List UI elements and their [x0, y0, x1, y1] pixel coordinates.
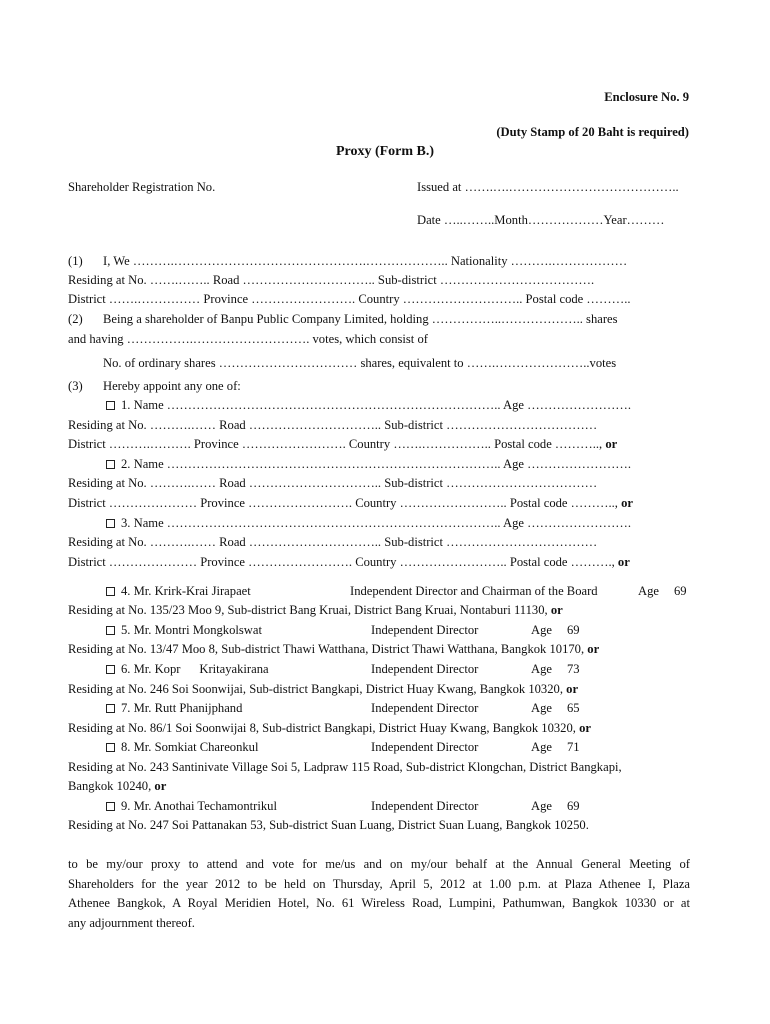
closing-line-2: Shareholders for the year 2012 to be held on Thursday, April 5, 2012 at 1.00 p.m. at Plaza Athenee I, Plaza	[68, 877, 690, 891]
proxy-3-district-field[interactable]: District ………………… Province ……………………. Country …………………….. Postal code ………., or	[68, 555, 630, 569]
proxy-1-name-field[interactable]: 1. Name …………………………………………………………………….. Age …………………….	[106, 397, 631, 413]
director-8-position: Independent Director	[371, 740, 479, 754]
director-5-checkbox[interactable]	[106, 626, 115, 635]
director-7-option[interactable]: 7. Mr. Rutt Phanijphand	[106, 700, 242, 716]
proxy-2-checkbox[interactable]	[106, 460, 115, 469]
director-8-address: Residing at No. 243 Santinivate Village Soi 5, Ladpraw 115 Road, Sub-district Klongchan, District Bangkapi,	[68, 760, 622, 774]
director-6-option[interactable]: 6. Mr. Kopr Kritayakirana	[106, 661, 269, 677]
director-4-address: Residing at No. 135/23 Moo 9, Sub-district Bang Kruai, District Bang Kruai, Nontaburi 11130, or	[68, 603, 563, 617]
director-6-age-label: Age	[531, 662, 552, 676]
proxy-3-name-field[interactable]: 3. Name …………………………………………………………………….. Age …………………….	[106, 515, 631, 531]
director-8-age: 71	[567, 740, 580, 754]
proxy-1-checkbox[interactable]	[106, 401, 115, 410]
director-7-age-label: Age	[531, 701, 552, 715]
director-7-checkbox[interactable]	[106, 704, 115, 713]
director-7-position: Independent Director	[371, 701, 479, 715]
director-5-age-label: Age	[531, 623, 552, 637]
director-9-position: Independent Director	[371, 799, 479, 813]
director-8-address-cont: Bangkok 10240, or	[68, 779, 167, 793]
director-4-position: Independent Director and Chairman of the Board	[350, 584, 598, 598]
residence-district-field[interactable]: District …….…………… Province ……………………. Country ……………………….. Postal code ………..	[68, 292, 631, 306]
residence-road-field[interactable]: Residing at No. …….…….. Road ………………………….. Sub-district ……………………………….	[68, 273, 595, 287]
proxy-3-road-field[interactable]: Residing at No. ……….…… Road ………………………….. Sub-district ………………………………	[68, 535, 598, 549]
director-9-option[interactable]: 9. Mr. Anothai Techamontrikul	[106, 798, 277, 814]
proxy-1-district-field[interactable]: District ……….………. Province ……………………. Country …….…………….. Postal code ……….., or	[68, 437, 618, 451]
enclosure-label: Enclosure No. 9	[604, 90, 689, 104]
issued-at-field[interactable]: Issued at …….….…………………………………..	[417, 180, 679, 194]
director-9-address: Residing at No. 247 Soi Pattanakan 53, Sub-district Suan Luang, District Suan Luang, Bangkok 10250.	[68, 818, 589, 832]
proxy-2-district-field[interactable]: District ………………… Province ……………………. Country …………………….. Postal code ……….., or	[68, 496, 633, 510]
director-4-option[interactable]: 4. Mr. Krirk-Krai Jirapaet	[106, 583, 251, 599]
director-5-address: Residing at No. 13/47 Moo 8, Sub-district Thawi Watthana, District Thawi Watthana, Bangkok 10170, or	[68, 642, 600, 656]
section-2-number: (2)	[68, 312, 83, 326]
director-6-checkbox[interactable]	[106, 665, 115, 674]
director-6-position: Independent Director	[371, 662, 479, 676]
director-8-age-label: Age	[531, 740, 552, 754]
director-9-age-label: Age	[531, 799, 552, 813]
appoint-intro: Hereby appoint any one of:	[103, 379, 241, 393]
proxy-2-name-field[interactable]: 2. Name …………………………………………………………………….. Age …………………….	[106, 456, 631, 472]
proxy-1-road-field[interactable]: Residing at No. ……….…… Road ………………………….. Sub-district ………………………………	[68, 418, 598, 432]
director-8-option[interactable]: 8. Mr. Somkiat Chareonkul	[106, 739, 258, 755]
director-4-checkbox[interactable]	[106, 587, 115, 596]
director-9-checkbox[interactable]	[106, 802, 115, 811]
director-6-address: Residing at No. 246 Soi Soonwijai, Sub-district Bangkapi, District Huay Kwang, Bangkok 10320, or	[68, 682, 579, 696]
proxy-3-checkbox[interactable]	[106, 519, 115, 528]
section-3-number: (3)	[68, 379, 83, 393]
director-5-position: Independent Director	[371, 623, 479, 637]
director-6-age: 73	[567, 662, 580, 676]
registration-label: Shareholder Registration No.	[68, 180, 216, 194]
director-4-age-label: Age	[638, 584, 659, 598]
proxy-2-road-field[interactable]: Residing at No. ……….…… Road ………………………….. Sub-district ………………………………	[68, 476, 598, 490]
closing-line-3: Athenee Bangkok, A Royal Meridien Hotel, No. 61 Wireless Road, Lumpini, Pathumwan, Bangkok 10330 or at	[68, 896, 690, 910]
closing-line-4: any adjournment thereof.	[68, 916, 195, 930]
director-8-checkbox[interactable]	[106, 743, 115, 752]
shares-held-field[interactable]: Being a shareholder of Banpu Public Company Limited, holding ……………..……………….. shares	[103, 312, 618, 326]
director-5-option[interactable]: 5. Mr. Montri Mongkolswat	[106, 622, 262, 638]
ordinary-shares-field[interactable]: No. of ordinary shares …………………………… shares, equivalent to …….…………………..votes	[103, 356, 617, 370]
section-1-number: (1)	[68, 254, 83, 268]
director-7-address: Residing at No. 86/1 Soi Soonwijai 8, Sub-district Bangkapi, District Huay Kwang, Bangkok 10320, or	[68, 721, 591, 735]
votes-field[interactable]: and having …………….………………………. votes, which consist of	[68, 332, 428, 346]
director-5-age: 69	[567, 623, 580, 637]
name-nationality-field[interactable]: I, We ……….……………………………………….……………….. Nationality ……….………………	[103, 254, 628, 268]
director-4-age: 69	[674, 584, 687, 598]
director-7-age: 65	[567, 701, 580, 715]
date-field[interactable]: Date …..……..Month………………Year………	[417, 213, 665, 227]
duty-stamp-note: (Duty Stamp of 20 Baht is required)	[496, 125, 689, 139]
director-9-age: 69	[567, 799, 580, 813]
closing-line-1: to be my/our proxy to attend and vote for me/us and on my/our behalf at the Annual General Meeting of	[68, 857, 690, 871]
page-title: Proxy (Form B.)	[335, 144, 435, 159]
